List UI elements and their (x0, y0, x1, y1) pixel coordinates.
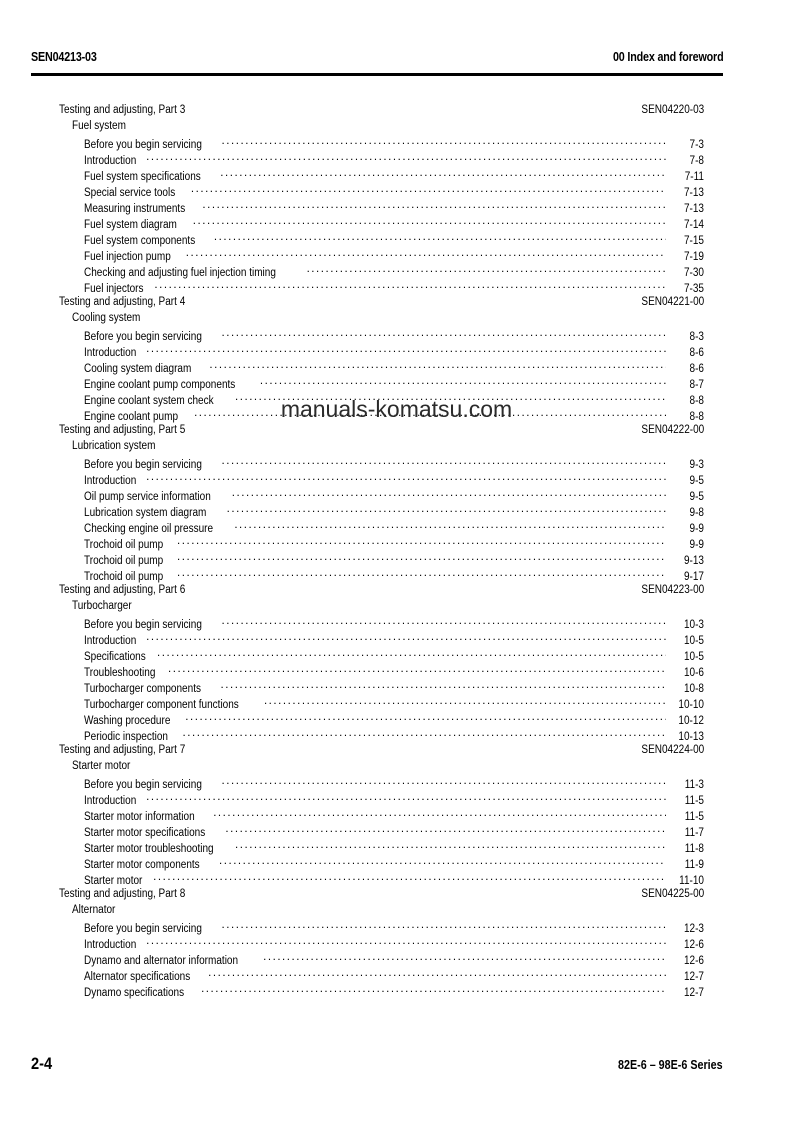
dot-leader (202, 198, 666, 212)
toc-entry-page: 10-10 (678, 699, 704, 711)
dot-leader (222, 134, 666, 148)
dot-leader (214, 230, 666, 244)
toc-entry-page: 9-9 (689, 523, 704, 535)
toc-entry[interactable] (0, 662, 793, 678)
toc-entry[interactable] (0, 182, 793, 198)
toc-entry-title: Before you begin servicing (84, 619, 202, 631)
toc-entry[interactable] (0, 646, 793, 662)
page-number: 2-4 (31, 1054, 53, 1073)
dot-leader (153, 870, 666, 884)
toc-entry-page: 7-13 (683, 187, 704, 199)
toc-entry-page: 10-13 (678, 731, 704, 743)
dot-leader (186, 246, 666, 260)
toc-entry[interactable] (0, 934, 793, 950)
toc-entry-title: Fuel system diagram (84, 219, 177, 231)
toc-entry-title: Dynamo specifications (84, 987, 185, 999)
toc-entry[interactable] (0, 726, 793, 742)
toc-entry[interactable] (0, 166, 793, 182)
toc-entry-page: 10-6 (683, 667, 704, 679)
toc-entry-page: 10-5 (683, 635, 704, 647)
toc-entry-title: Trochoid oil pump (84, 555, 164, 567)
toc-entry-page: 7-15 (683, 235, 704, 247)
dot-leader (146, 790, 666, 804)
toc-entry-title: Introduction (84, 939, 137, 951)
dot-leader (157, 646, 666, 660)
toc-entry[interactable] (0, 230, 793, 246)
toc-part-heading[interactable] (0, 294, 793, 310)
dot-leader (307, 262, 666, 276)
toc-entry[interactable] (0, 358, 793, 374)
toc-entry-title: Trochoid oil pump (84, 571, 164, 583)
toc-entry[interactable] (0, 710, 793, 726)
document-code: SEN04213-03 (31, 50, 97, 64)
toc-entry-page: 7-8 (689, 155, 704, 167)
toc-entry[interactable] (0, 150, 793, 166)
toc-part-title: Testing and adjusting, Part 6 (59, 584, 186, 596)
toc-entry-title: Before you begin servicing (84, 779, 202, 791)
toc-entry-page: 11-9 (684, 859, 704, 871)
dot-leader (219, 854, 666, 868)
toc-entry-page: 10-8 (683, 683, 704, 695)
toc-entry-title: Checking and adjusting fuel injection timing (84, 267, 276, 279)
toc-part-code: SEN04220-03 (641, 104, 704, 116)
toc-entry-page: 11-5 (684, 795, 704, 807)
site-watermark: manuals-komatsu.com (280, 396, 513, 422)
toc-entry-page: 9-5 (689, 475, 704, 487)
page-header (31, 50, 723, 64)
toc-part-heading[interactable] (0, 886, 793, 902)
dot-leader (213, 806, 666, 820)
toc-entry-title: Introduction (84, 475, 137, 487)
toc-entry[interactable] (0, 790, 793, 806)
toc-entry-title: Starter motor components (84, 859, 200, 871)
toc-entry[interactable] (0, 614, 793, 630)
toc-entry-title: Cooling system diagram (84, 363, 192, 375)
toc-entry-page: 9-3 (689, 459, 704, 471)
toc-entry-page: 8-6 (689, 363, 704, 375)
toc-entry-page: 12-6 (683, 955, 704, 967)
dot-leader (220, 166, 666, 180)
dot-leader (168, 662, 666, 676)
toc-entry[interactable] (0, 838, 793, 854)
toc-part-title: Testing and adjusting, Part 3 (59, 104, 186, 116)
table-of-contents (0, 102, 793, 998)
toc-entry-page: 8-7 (689, 379, 704, 391)
dot-leader (222, 614, 666, 628)
toc-entry-title: Turbocharger components (84, 683, 201, 695)
toc-entry-page: 8-8 (689, 411, 704, 423)
toc-entry[interactable] (0, 630, 793, 646)
toc-entry-page: 8-6 (689, 347, 704, 359)
toc-entry[interactable] (0, 534, 793, 550)
toc-entry-title: Before you begin servicing (84, 923, 202, 935)
toc-entry-page: 12-7 (683, 971, 704, 983)
toc-entry[interactable] (0, 966, 793, 982)
toc-part (0, 886, 793, 998)
toc-entry-title: Starter motor specifications (84, 827, 206, 839)
toc-entry-page: 9-5 (689, 491, 704, 503)
toc-system-title: Starter motor (72, 760, 131, 772)
toc-entry[interactable] (0, 694, 793, 710)
toc-entry-title: Washing procedure (84, 715, 171, 727)
toc-entry[interactable] (0, 262, 793, 278)
dot-leader (227, 502, 666, 516)
toc-entry-title: Starter motor information (84, 811, 195, 823)
dot-leader (235, 390, 666, 404)
dot-leader (222, 918, 666, 932)
toc-entry-title: Before you begin servicing (84, 459, 202, 471)
toc-system-heading[interactable] (0, 438, 793, 454)
toc-entry[interactable] (0, 374, 793, 390)
dot-leader (183, 726, 666, 740)
header-divider (31, 73, 723, 76)
toc-entry-page: 10-5 (683, 651, 704, 663)
toc-entry-page: 7-3 (689, 139, 704, 151)
toc-part (0, 422, 793, 582)
toc-entry-title: Engine coolant pump components (84, 379, 236, 391)
dot-leader (235, 838, 666, 852)
toc-entry-page: 7-11 (684, 171, 704, 183)
toc-entry-page: 7-35 (683, 283, 704, 295)
toc-part-title: Testing and adjusting, Part 8 (59, 888, 186, 900)
dot-leader (177, 566, 666, 580)
dot-leader (185, 710, 666, 724)
toc-entry-title: Fuel system specifications (84, 171, 201, 183)
dot-leader (260, 374, 666, 388)
toc-entry-title: Starter motor (84, 875, 143, 887)
toc-entry[interactable] (0, 390, 793, 406)
toc-entry-page: 9-17 (683, 571, 704, 583)
toc-entry-title: Alternator specifications (84, 971, 191, 983)
dot-leader (177, 550, 666, 564)
dot-leader (191, 182, 666, 196)
toc-entry[interactable] (0, 502, 793, 518)
toc-entry[interactable] (0, 550, 793, 566)
toc-entry-page: 10-12 (678, 715, 704, 727)
toc-part-code: SEN04225-00 (641, 888, 704, 900)
toc-entry-title: Lubrication system diagram (84, 507, 207, 519)
toc-entry-page: 11-5 (684, 811, 704, 823)
toc-entry-title: Special service tools (84, 187, 176, 199)
toc-entry-page: 8-3 (689, 331, 704, 343)
dot-leader (177, 534, 666, 548)
dot-leader (264, 694, 666, 708)
toc-entry[interactable] (0, 678, 793, 694)
toc-part (0, 582, 793, 742)
toc-part (0, 742, 793, 886)
toc-entry-page: 9-13 (683, 555, 704, 567)
toc-entry[interactable] (0, 982, 793, 998)
toc-part-heading[interactable] (0, 742, 793, 758)
toc-entry-page: 11-10 (679, 875, 704, 887)
toc-entry[interactable] (0, 518, 793, 534)
toc-entry[interactable] (0, 822, 793, 838)
toc-entry[interactable] (0, 854, 793, 870)
toc-part-title: Testing and adjusting, Part 4 (59, 296, 186, 308)
toc-entry[interactable] (0, 406, 793, 422)
toc-entry[interactable] (0, 470, 793, 486)
toc-entry-title: Fuel injection pump (84, 251, 171, 263)
dot-leader (209, 358, 666, 372)
dot-leader (146, 150, 666, 164)
toc-entry-title: Introduction (84, 155, 137, 167)
toc-entry-title: Engine coolant pump (84, 411, 179, 423)
dot-leader (234, 518, 666, 532)
dot-leader (154, 278, 666, 292)
dot-leader (225, 822, 666, 836)
dot-leader (222, 774, 666, 788)
toc-entry[interactable] (0, 214, 793, 230)
toc-entry-title: Before you begin servicing (84, 331, 202, 343)
toc-system-heading[interactable] (0, 118, 793, 134)
toc-entry-page: 12-7 (683, 987, 704, 999)
toc-entry[interactable] (0, 806, 793, 822)
toc-entry[interactable] (0, 870, 793, 886)
toc-entry-page: 7-19 (683, 251, 704, 263)
toc-entry-page: 11-8 (684, 843, 704, 855)
toc-entry-page: 7-14 (683, 219, 704, 231)
toc-part (0, 102, 793, 294)
toc-entry-title: Oil pump service information (84, 491, 211, 503)
toc-entry-title: Periodic inspection (84, 731, 168, 743)
section-title: 00 Index and foreword (612, 50, 723, 64)
toc-entry-page: 11-3 (684, 779, 704, 791)
dot-leader (222, 454, 666, 468)
toc-entry-title: Fuel system components (84, 235, 196, 247)
toc-system-title: Lubrication system (72, 440, 156, 452)
dot-leader (208, 966, 666, 980)
toc-part (0, 294, 793, 422)
dot-leader (263, 950, 666, 964)
dot-leader (146, 630, 666, 644)
toc-entry-title: Checking engine oil pressure (84, 523, 214, 535)
toc-part-title: Testing and adjusting, Part 7 (59, 744, 186, 756)
toc-entry-page: 10-3 (683, 619, 704, 631)
toc-entry[interactable] (0, 486, 793, 502)
toc-part-code: SEN04222-00 (641, 424, 704, 436)
toc-part-heading[interactable] (0, 102, 793, 118)
toc-part-code: SEN04224-00 (641, 744, 704, 756)
toc-entry-title: Starter motor troubleshooting (84, 843, 214, 855)
toc-entry[interactable] (0, 918, 793, 934)
dot-leader (232, 486, 666, 500)
toc-part-heading[interactable] (0, 422, 793, 438)
dot-leader (222, 326, 666, 340)
toc-entry-page: 7-30 (683, 267, 704, 279)
toc-entry-title: Measuring instruments (84, 203, 186, 215)
toc-system-title: Turbocharger (72, 600, 132, 612)
toc-entry-page: 11-7 (684, 827, 704, 839)
page-footer (31, 1054, 723, 1074)
toc-entry-page: 12-3 (683, 923, 704, 935)
toc-entry-page: 9-9 (689, 539, 704, 551)
toc-entry[interactable] (0, 566, 793, 582)
toc-entry-title: Trochoid oil pump (84, 539, 164, 551)
toc-entry[interactable] (0, 774, 793, 790)
toc-entry[interactable] (0, 950, 793, 966)
series-label: 82E-6 – 98E-6 Series (618, 1058, 723, 1072)
toc-entry-page: 7-13 (683, 203, 704, 215)
toc-entry[interactable] (0, 198, 793, 214)
toc-part-title: Testing and adjusting, Part 5 (59, 424, 186, 436)
toc-part-code: SEN04221-00 (641, 296, 704, 308)
dot-leader (193, 214, 666, 228)
toc-entry[interactable] (0, 278, 793, 294)
toc-system-heading[interactable] (0, 758, 793, 774)
toc-system-heading[interactable] (0, 598, 793, 614)
toc-system-heading[interactable] (0, 310, 793, 326)
dot-leader (220, 678, 666, 692)
toc-system-title: Alternator (72, 904, 116, 916)
toc-entry-page: 9-8 (689, 507, 704, 519)
toc-system-title: Fuel system (72, 120, 126, 132)
toc-entry-title: Troubleshooting (84, 667, 156, 679)
toc-entry-title: Specifications (84, 651, 146, 663)
toc-entry-title: Dynamo and alternator information (84, 955, 239, 967)
dot-leader (146, 342, 666, 356)
dot-leader (146, 470, 666, 484)
toc-entry-title: Introduction (84, 347, 137, 359)
dot-leader (201, 982, 666, 996)
dot-leader (194, 406, 666, 420)
toc-entry-title: Fuel injectors (84, 283, 144, 295)
toc-entry-title: Introduction (84, 795, 137, 807)
toc-system-heading[interactable] (0, 902, 793, 918)
toc-entry-row (84, 982, 704, 1001)
toc-entry-title: Turbocharger component functions (84, 699, 239, 711)
dot-leader (146, 934, 666, 948)
toc-entry[interactable] (0, 326, 793, 342)
toc-entry[interactable] (0, 134, 793, 150)
toc-entry[interactable] (0, 342, 793, 358)
toc-entry-page: 12-6 (683, 939, 704, 951)
toc-part-code: SEN04223-00 (641, 584, 704, 596)
toc-entry-title: Engine coolant system check (84, 395, 214, 407)
toc-entry-title: Introduction (84, 635, 137, 647)
toc-entry-title: Before you begin servicing (84, 139, 202, 151)
toc-entry[interactable] (0, 454, 793, 470)
toc-part-heading[interactable] (0, 582, 793, 598)
toc-system-title: Cooling system (72, 312, 141, 324)
toc-entry[interactable] (0, 246, 793, 262)
toc-entry-page: 8-8 (689, 395, 704, 407)
